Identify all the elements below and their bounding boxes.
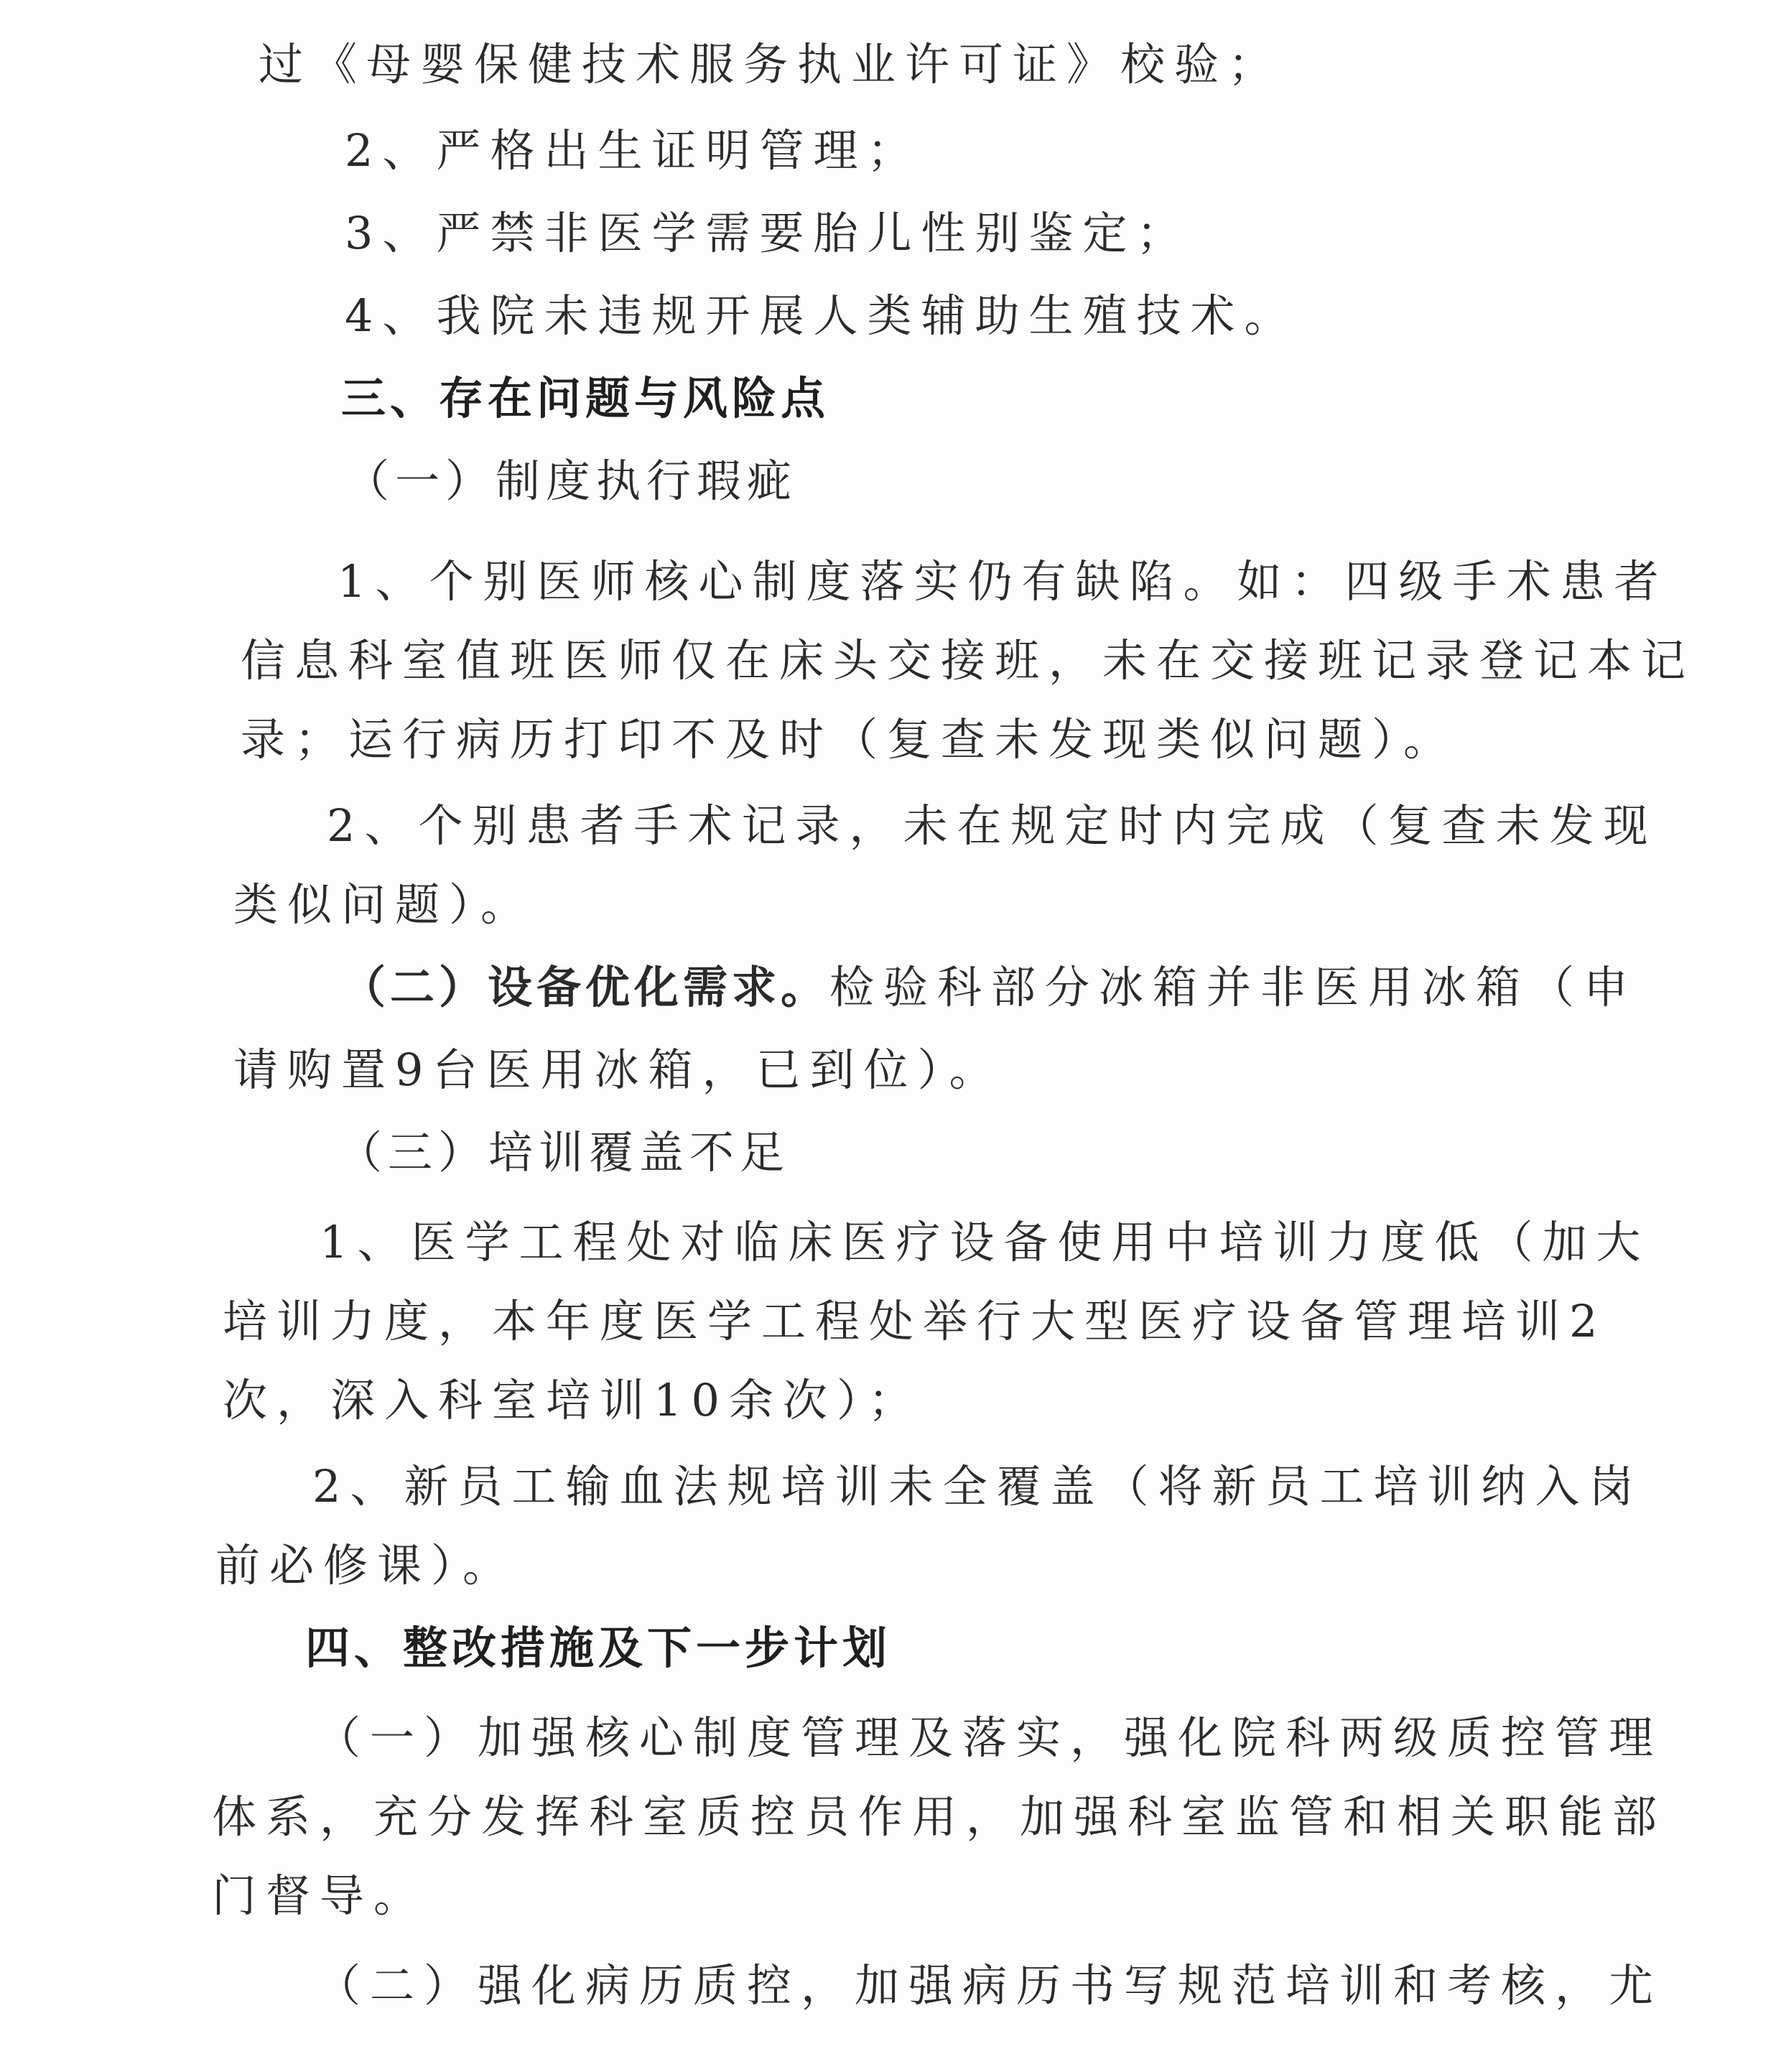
text-line-art-tech: 4、我院未违规开展人类辅助生殖技术。 bbox=[345, 289, 1298, 342]
text-line-core-system-2: 信息科室值班医师仅在床头交接班，未在交接班记录登记本记 bbox=[241, 634, 1696, 687]
text-line-transfusion-1: 2、新员工输血法规培训未全覆盖（将新员工培训纳入岗 bbox=[312, 1460, 1643, 1513]
text-line-core-system-3: 录；运行病历打印不及时（复查未发现类似问题）。 bbox=[241, 713, 1458, 766]
text-equipment-fridge: 检验科部分冰箱并非医用冰箱（申 bbox=[829, 961, 1638, 1013]
text-line-birth-cert: 2、严格出生证明管理； bbox=[345, 124, 921, 177]
section-heading-issues: 三、存在问题与风险点 bbox=[341, 372, 830, 424]
text-line-equipment-2: 请购置9台医用冰箱，已到位）。 bbox=[233, 1044, 1003, 1096]
text-line-training-3: 次，深入科室培训10余次）； bbox=[223, 1374, 922, 1426]
text-line-surgery-record-1: 2、个别患者手术记录，未在规定时内完成（复查未发现 bbox=[327, 799, 1657, 852]
text-line-measure-1a: （一）加强核心制度管理及落实，强化院科两级质控管理 bbox=[316, 1711, 1663, 1764]
subheading-system-flaws: （一）制度执行瑕疵 bbox=[345, 455, 798, 507]
text-line-core-system-1: 1、个别医师核心制度落实仍有缺陷。如：四级手术患者 bbox=[338, 555, 1668, 608]
text-line-training-1: 1、医学工程处对临床医疗设备使用中培训力度低（加大 bbox=[320, 1216, 1650, 1268]
text-line-transfusion-2: 前必修课）。 bbox=[215, 1539, 517, 1592]
subheading-training: （三）培训覆盖不足 bbox=[338, 1126, 791, 1179]
text-line-measure-2a: （二）强化病历质控，加强病历书写规范培训和考核，尤 bbox=[316, 1959, 1663, 2012]
text-line-surgery-record-2: 类似问题）。 bbox=[233, 878, 535, 931]
subheading-equipment: （二）设备优化需求。 bbox=[341, 961, 830, 1013]
text-line-measure-1b: 体系，充分发挥科室质控员作用，加强科室监管和相关职能部 bbox=[212, 1790, 1667, 1843]
text-line-permit-check: 过《母婴保健技术服务执业许可证》校验； bbox=[259, 38, 1283, 90]
text-line-training-2: 培训力度，本年度医学工程处举行大型医疗设备管理培训2 bbox=[223, 1295, 1607, 1347]
text-line-measure-1c: 门督导。 bbox=[212, 1869, 428, 1922]
text-line-gender-test: 3、严禁非医学需要胎儿性别鉴定； bbox=[345, 207, 1191, 259]
section-heading-rectification: 四、整改措施及下一步计划 bbox=[305, 1622, 892, 1674]
